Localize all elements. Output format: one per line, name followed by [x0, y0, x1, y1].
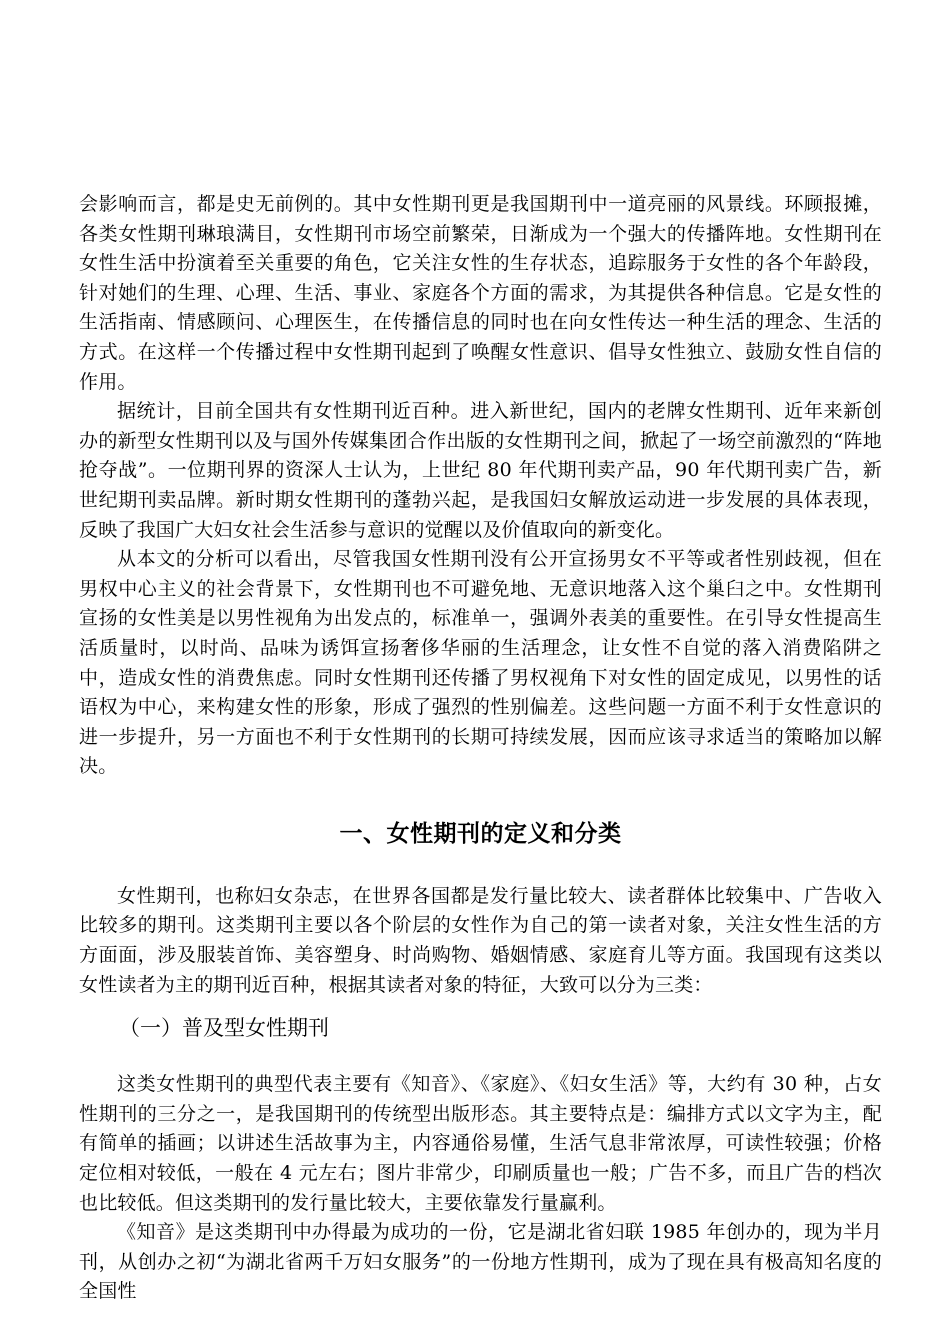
body-paragraph: 会影响而言，都是史无前例的。其中女性期刊更是我国期刊中一道亮丽的风景线。环顾报摊，各类女性期刊琳琅满目，女性期刊市场空前繁荣，日渐成为一个强大的传播阵地。女性期刊在女性生活中扮演着至关重要的角色，它关注女性的生存状态，追踪服务于女性的各个年龄段，针对她们的生理、心理、生活、事业、家庭各个方面的需求，为其提供各种信息。它是女性的生活指南、情感顾问、心理医生，在传播信息的同时也在向女性传达一种生活的理念、生活的方式。在这样一个传播过程中女性期刊起到了唤醒女性意识、倡导女性独立、鼓励女性自信的作用。 — [79, 193, 882, 393]
body-paragraph: 这类女性期刊的典型代表主要有《知音》、《家庭》、《妇女生活》等，大约有 30 种，占女性期刊的三分之一，是我国期刊的传统型出版形态。其主要特点是：编排方式以文字为主，配有简单的插画；以讲述生活故事为主，内容通俗易懂，生活气息非常浓厚，可读性较强；价格定位相对较低，一般在 4 元左右；图片非常少，印刷质量也一般；广告不多，而且广告的档次也比较低。但这类期刊的发行量比较大，主要依靠发行量赢利。 — [79, 1073, 882, 1214]
body-paragraph: 女性期刊，也称妇女杂志，在世界各国都是发行量比较大、读者群体比较集中、广告收入比较多的期刊。这类期刊主要以各个阶层的女性作为自己的第一读者对象，关注女性生活的方方面面，涉及服装首饰、美容塑身、时尚购物、婚姻情感、家庭育儿等方面。我国现有这类以女性读者为主的期刊近百种，根据其读者对象的特征，大致可以分为三类： — [79, 884, 882, 996]
document-page — [79, 190, 882, 1307]
body-paragraph: 从本文的分析可以看出，尽管我国女性期刊没有公开宣扬男女不平等或者性别歧视，但在男权中心主义的社会背景下，女性期刊也不可避免地、无意识地落入这个巢臼之中。女性期刊宣扬的女性美是以男性视角为出发点的，标准单一，强调外表美的重要性。在引导女性提高生活质量时，以时尚、品味为诱饵宣扬奢侈华丽的生活理念，让女性不自觉的落入消费陷阱之中，造成女性的消费焦虑。同时女性期刊还传播了男权视角下对女性的固定成见，以男性的话语权为中心，来构建女性的形象，形成了强烈的性别偏差。这些问题一方面不利于女性意识的进一步提升，另一方面也不利于女性期刊的长期可持续发展，因而应该寻求适当的策略加以解决。 — [79, 548, 882, 778]
body-paragraph: 据统计，目前全国共有女性期刊近百种。进入新世纪，国内的老牌女性期刊、近年来新创办的新型女性期刊以及与国外传媒集团合作出版的女性期刊之间，掀起了一场空前激烈的“阵地抢夺战”。一位期刊界的资深人士认为，上世纪 80 年代期刊卖产品，90 年代期刊卖广告，新世纪期刊卖品牌。新时期女性期刊的蓬勃兴起，是我国妇女解放运动进一步发展的具体表现，反映了我国广大妇女社会生活参与意识的觉醒以及价值取向的新变化。 — [79, 400, 882, 541]
section-heading: 一、女性期刊的定义和分类 — [339, 820, 622, 847]
body-paragraph: 《知音》是这类期刊中办得最为成功的一份，它是湖北省妇联 1985 年创办的，现为半月刊，从创办之初“为湖北省两千万妇女服务”的一份地方性期刊，成为了现在具有极高知名度的全国性 — [79, 1221, 882, 1303]
subsection-heading: （一）普及型女性期刊 — [119, 1016, 329, 1041]
